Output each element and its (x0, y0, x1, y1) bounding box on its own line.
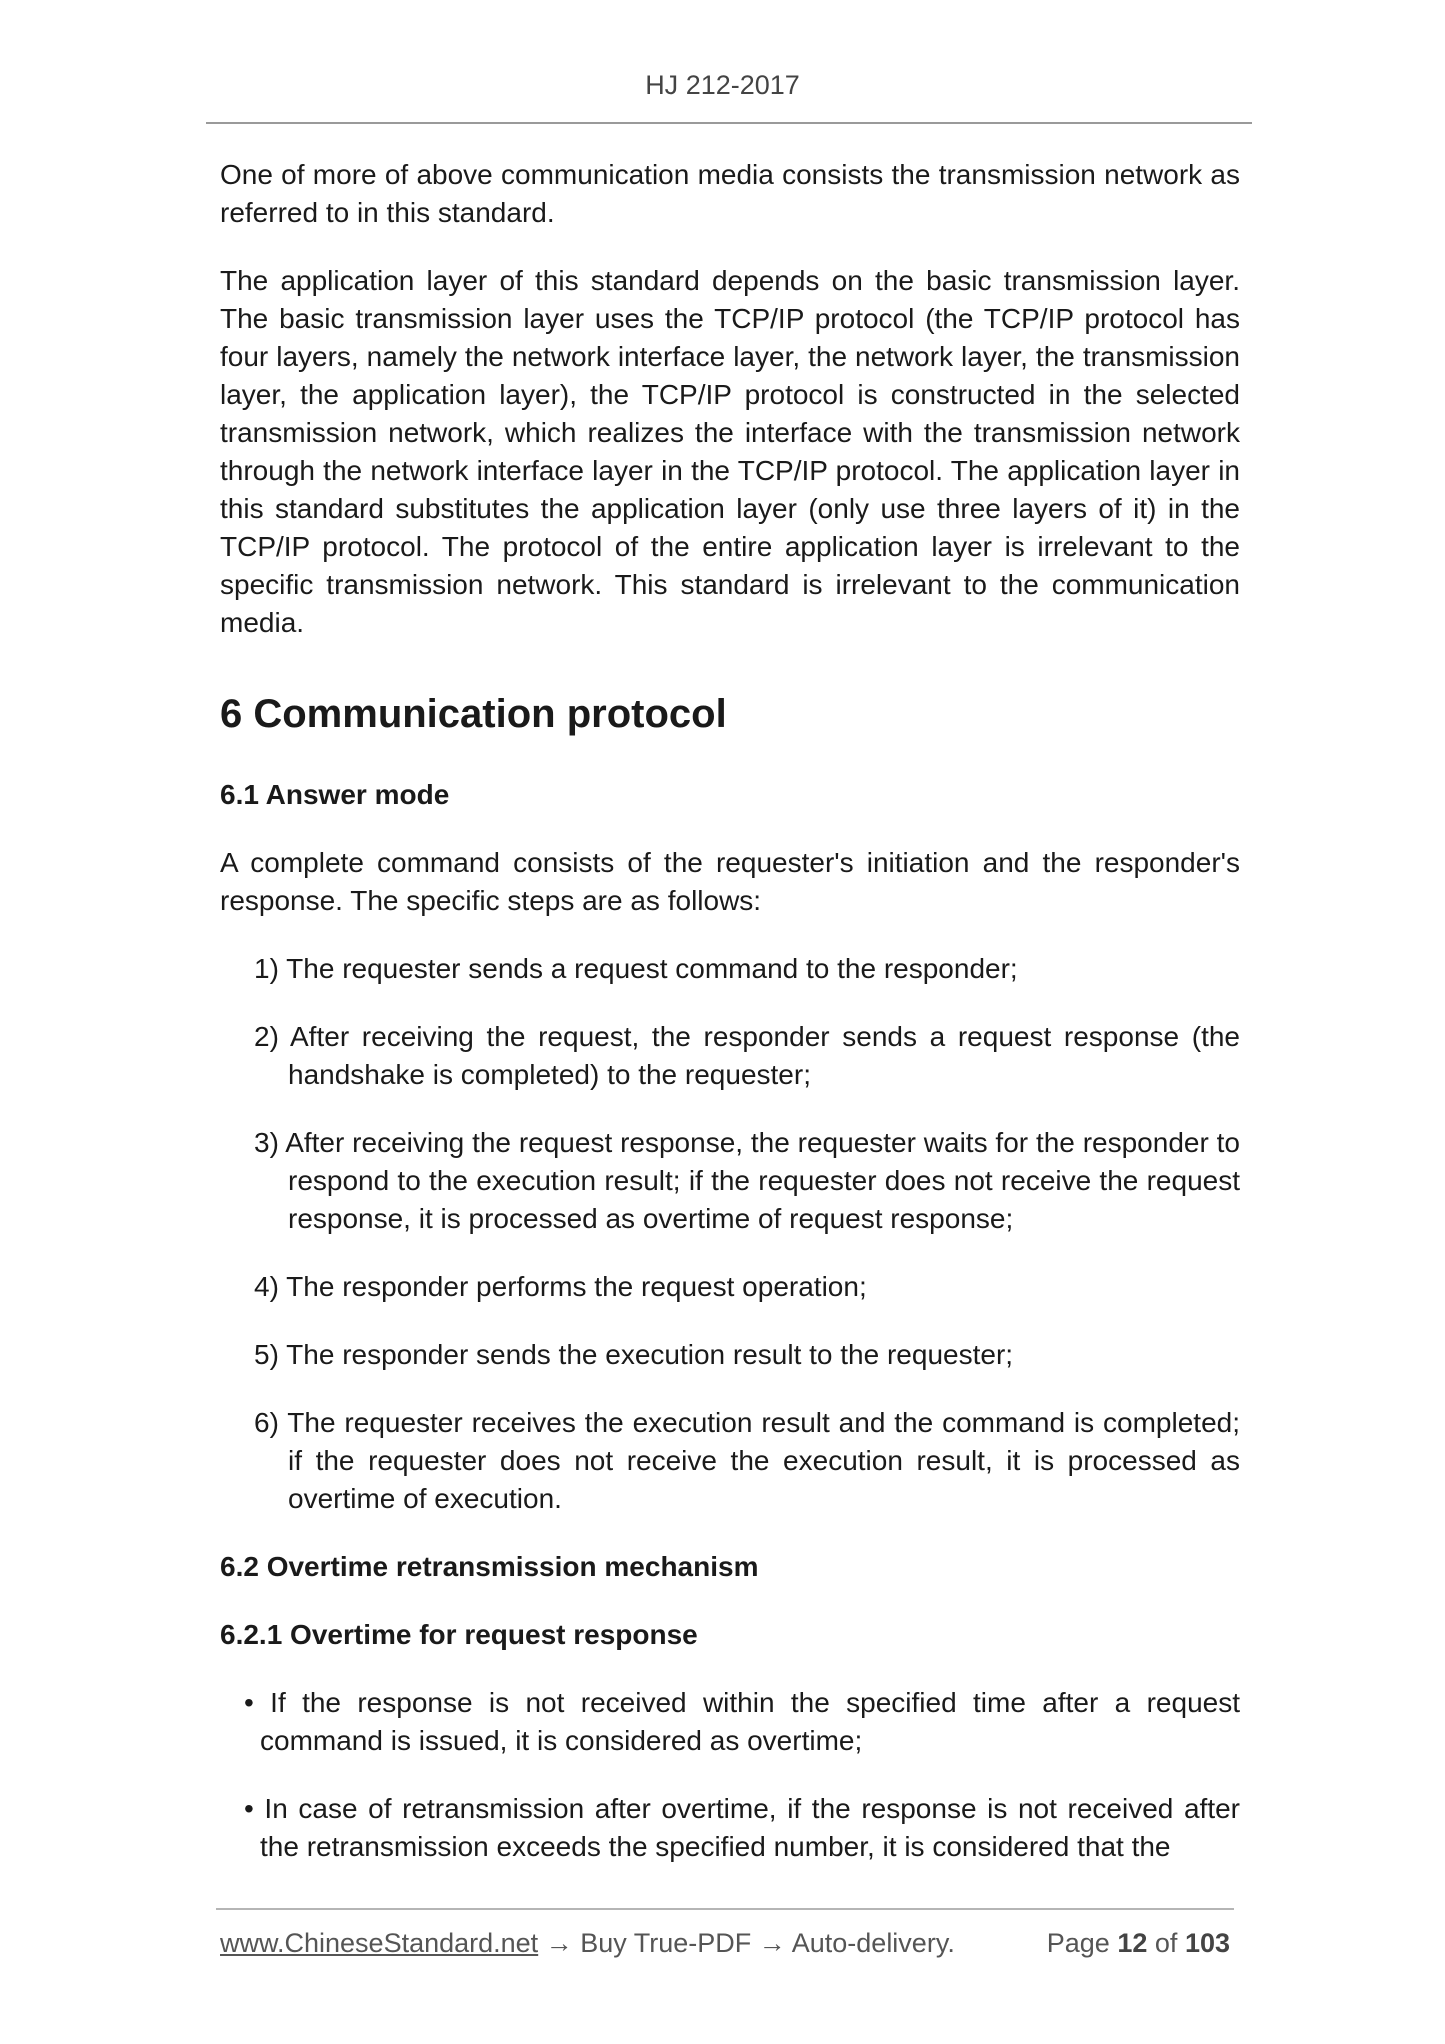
subsection-heading-6-2: 6.2 Overtime retransmission mechanism (220, 1551, 759, 1582)
footer-promo-text: → Buy True-PDF → Auto-delivery. (538, 1928, 955, 1958)
step-item: 4) The responder performs the request operation; (254, 1271, 867, 1302)
step-item: 3) After receiving the request response, the requester waits for the responder to respond to the execution result; if the requester does not receive the request response, it is processed as overtime of request response; (254, 1127, 1240, 1234)
paragraph-media: One of more of above communication media consists the transmission network as referred to in this standard. (220, 159, 1240, 228)
subsection-heading-6-1: 6.1 Answer mode (220, 779, 450, 810)
page-header: HJ 212-2017 (645, 70, 800, 100)
step-item: 2) After receiving the request, the responder sends a request response (the handshake is completed) to the requester; (254, 1021, 1240, 1090)
page-label: Page (1046, 1928, 1110, 1958)
section-heading-6: 6 Communication protocol (220, 692, 727, 736)
page-number: 12 (1117, 1928, 1148, 1958)
website-link[interactable]: www.ChineseStandard.net (220, 1928, 539, 1958)
footer-divider (216, 1908, 1234, 1910)
paragraph-answer-mode-intro: A complete command consists of the requester's initiation and the responder's response. The specific steps are as follows: (220, 847, 1240, 916)
step-item: 5) The responder sends the execution result to the requester; (254, 1339, 1014, 1370)
total-pages: 103 (1184, 1928, 1230, 1958)
footer-promo (220, 1928, 955, 1959)
bullet-item: • In case of retransmission after overtime, if the response is not received after the retransmission exceeds the specified number, it is considered that the (244, 1793, 1240, 1862)
step-item: 1) The requester sends a request command to the responder; (254, 953, 1018, 984)
header-divider (206, 122, 1252, 124)
of-label: of (1154, 1928, 1178, 1958)
step-item: 6) The requester receives the execution result and the command is completed; if the requester does not receive the execution result, it is processed as overtime of execution. (254, 1407, 1240, 1514)
page-indicator (1047, 1928, 1230, 1959)
bullet-item: • If the response is not received within the specified time after a request command is issued, it is considered as overtime; (244, 1687, 1240, 1756)
paragraph-application-layer: The application layer of this standard depends on the basic transmission layer. The basic transmission layer uses the TCP/IP protocol (the TCP/IP protocol has four layers, namely the network interface layer, the network layer, the transmission layer, the application layer), the TCP/IP protocol is constructed in the selected transmission network, which realizes the interface with the transmission network through the network interface layer in the TCP/IP protocol. The application layer in this standard substitutes the application layer (only use three layers of it) in the TCP/IP protocol. The protocol of the entire application layer is irrelevant to the specific transmission network. This standard is irrelevant to the communication media. (220, 265, 1240, 638)
subsection-heading-6-2-1: 6.2.1 Overtime for request response (220, 1619, 698, 1650)
document-body (220, 156, 1240, 1896)
